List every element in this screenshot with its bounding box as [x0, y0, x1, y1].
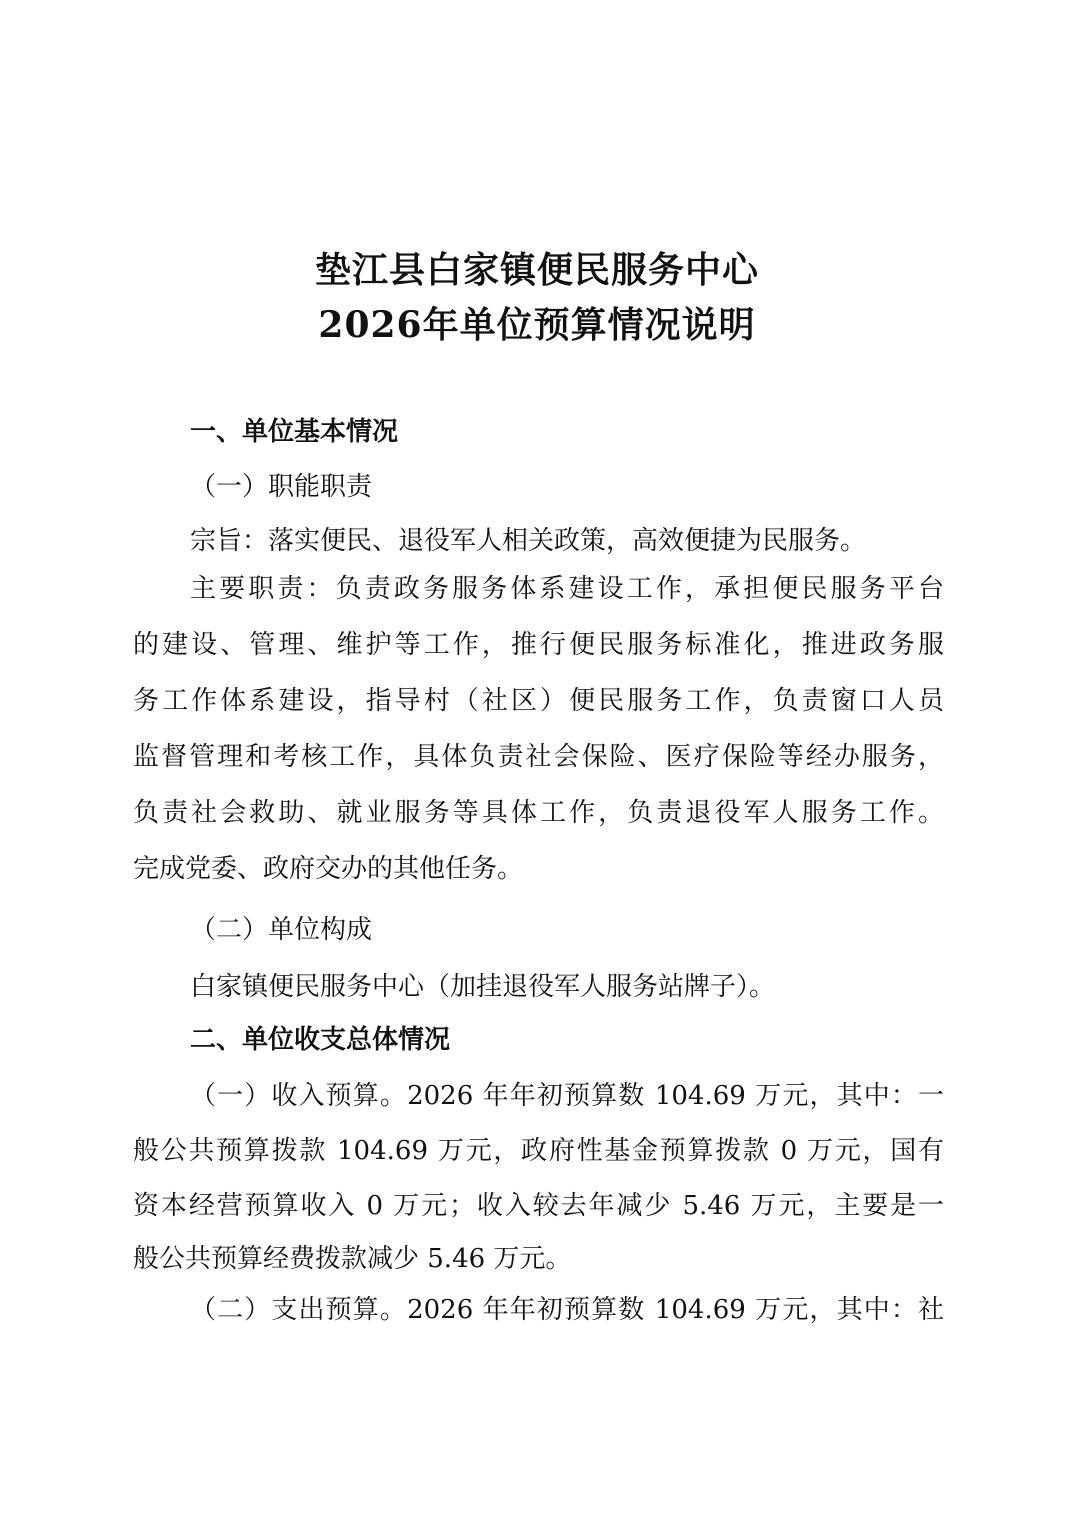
paragraph-line: 监督管理和考核工作，具体负责社会保险、医疗保险等经办服务，: [133, 742, 944, 772]
document-title-line2: 2026年单位预算情况说明: [318, 304, 756, 346]
section-heading: 一、单位基本情况: [190, 417, 399, 447]
paragraph-line: 务工作体系建设，指导村（社区）便民服务工作，负责窗口人员: [133, 686, 944, 716]
paragraph-line: 负责社会救助、就业服务等具体工作，负责退役军人服务工作。: [133, 798, 944, 828]
paragraph-line: 资本经营预算收入 0 万元；收入较去年减少 5.46 万元，主要是一: [133, 1191, 944, 1221]
paragraph-line: 般公共预算拨款 104.69 万元，政府性基金预算拨款 0 万元，国有: [133, 1136, 944, 1166]
paragraph-line: （一）收入预算。2026 年年初预算数 104.69 万元，其中：一: [190, 1081, 944, 1111]
paragraph-line: 的建设、管理、维护等工作，推行便民服务标准化，推进政务服: [133, 630, 944, 660]
paragraph-line: 白家镇便民服务中心（加挂退役军人服务站牌子）。: [190, 972, 776, 1002]
paragraph-line: （二）支出预算。2026 年年初预算数 104.69 万元，其中：社: [190, 1295, 944, 1325]
subsection-heading: （一）职能职责: [190, 472, 373, 502]
paragraph-line: 宗旨：落实便民、退役军人相关政策，高效便捷为民服务。: [190, 526, 867, 556]
document-title-line1: 垫江县白家镇便民服务中心: [314, 249, 759, 291]
paragraph-line: 完成党委、政府交办的其他任务。: [133, 854, 524, 884]
paragraph-line: 主要职责：负责政务服务体系建设工作，承担便民服务平台: [190, 574, 944, 604]
section-heading: 二、单位收支总体情况: [190, 1025, 451, 1055]
subsection-heading: （二）单位构成: [190, 915, 373, 945]
paragraph-line: 般公共预算经费拨款减少 5.46 万元。: [133, 1244, 572, 1274]
